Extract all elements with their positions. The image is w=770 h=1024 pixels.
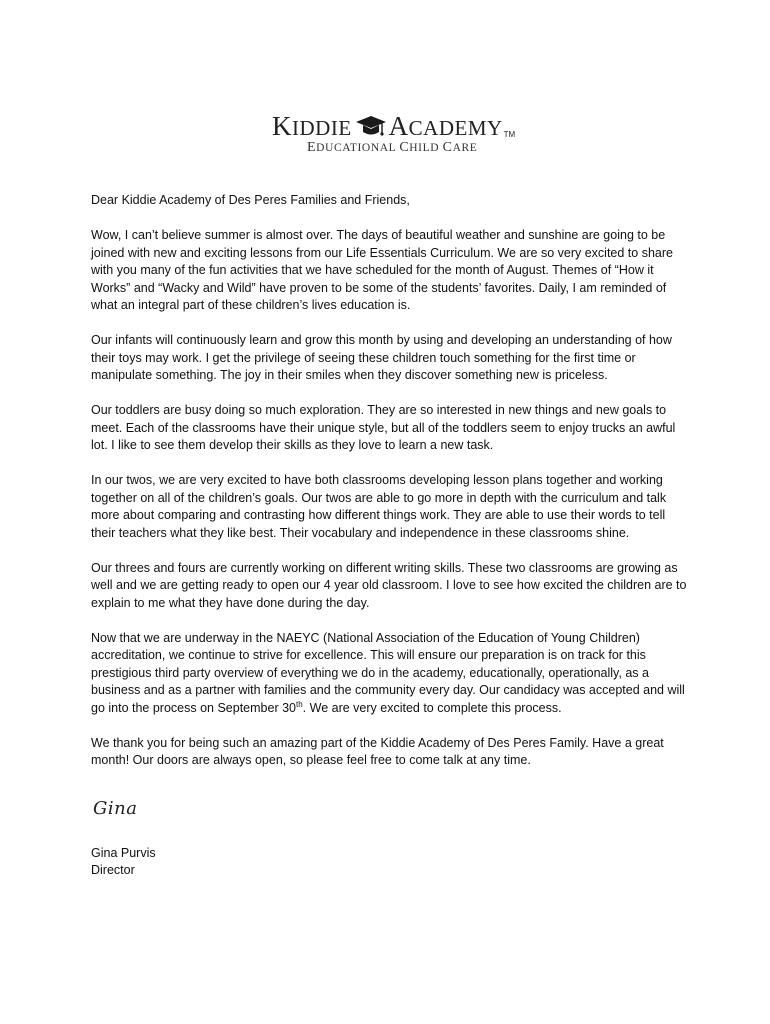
logo-word-kiddie: KIDDIE (272, 111, 352, 141)
paragraph-infants: Our infants will continuously learn and grow this month by using and developing an understanding of how their toys may work. I get the privilege of seeing these children touch something for the first time or manipulate something. The joy in their smiles when they discover something new is priceless. (91, 333, 672, 382)
paragraph-thanks: We thank you for being such an amazing part of the Kiddie Academy of Des Peres Family. Have a great month! Our doors are always open, so please feel free to come talk at any time. (91, 735, 664, 767)
trademark-mark: TM (503, 130, 516, 139)
letter-body (91, 192, 691, 787)
logo-tagline: EDUCATIONAL CHILD CARE (307, 140, 478, 155)
paragraph-naeyc: Now that we are underway in the NAEYC (National Association of the Education of Young Children) accreditation, we continue to strive for excellence. This will ensure our preparation is on track for this prestigious third party overview of everything we do in the academy, educationally, operationally, as a business and as a partner with families and the community every day. Our candidacy was accepted and will go into the process on September 30th. We are very excited to complete this process. (91, 630, 685, 715)
logo-wordmark (272, 112, 515, 140)
salutation: Dear Kiddie Academy of Des Peres Families and Friends, (91, 193, 410, 207)
paragraph-threes-fours: Our threes and fours are currently working on different writing skills. These two classrooms are growing as well and we are getting ready to open our 4 year old classroom. I love to see how excited the children are to explain to me what they have done during the day. (91, 560, 687, 610)
paragraph-twos: In our twos, we are very excited to have both classrooms developing lesson plans together and working together on all of the children’s goals. Our twos are able to go more in depth with the curriculum and talk more about comparing and contrasting how different things work. They are able to use their words to tell their teachers what they like best. Their vocabulary and independence in these classrooms shine. (91, 473, 667, 540)
logo-word-academy: ACADEMY (388, 111, 503, 141)
paragraph-intro: Wow, I can’t believe summer is almost over. The days of beautiful weather and sunshine are going to be joined with new and exciting lessons from our Life Essentials Curriculum. We are so very excited to share with you many of the fun activities that we have scheduled for the month of August. Themes of “How it Works” and “Wacky and Wild” have proven to be some of the students’ favorites. Daily, I am reminded of what an integral part of these children’s lives education is. (91, 228, 673, 312)
graduation-cap-icon (355, 112, 387, 140)
paragraph-toddlers: Our toddlers are busy doing so much exploration. They are so interested in new things and new goals to meet. Each of the classrooms have their unique style, but all of the toddlers seem to enjoy trucks an awful lot. I like to see them develop their skills as they love to learn a new task. (91, 403, 676, 452)
handwritten-signature: Gina (93, 798, 138, 819)
signer-name: Gina Purvis (91, 846, 156, 860)
kiddie-academy-logo (272, 111, 516, 156)
signer-title: Director (91, 863, 135, 877)
